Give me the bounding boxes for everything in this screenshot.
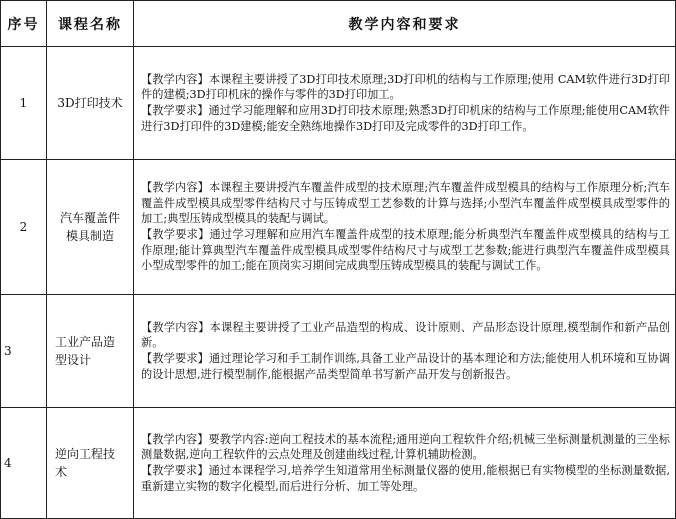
header-course-name: 课程名称 [47, 1, 134, 47]
row-content: 【教学内容】本课程主要讲授了工业产品造型的构成、设计原则、产品形态设计原理,模型制作和新产品创新。 【教学要求】通过理论学习和手工制作训练,具备工业产品设计的基本理论和方法;能使用人机环境和互协调的设计思想,进行模型制作,能根据产品类型简单书写新产品开发与创新报告。 [134, 295, 676, 408]
row-seq: 1 [1, 47, 47, 160]
row-content: 【教学内容】本课程主要讲授汽车覆盖件成型的技术原理;汽车覆盖件成型模具的结构与工作原理分析;汽车覆盖件成型模具成型零件结构尺寸与压铸成型工艺参数的计算与选择;小型汽车覆盖件成型模具成型零件的加工;典型压铸成型模具的装配与调试。 【教学要求】通过学习理解和应用汽车覆盖件成型的技术原理;能分析典型汽车覆盖件成型模具的结构与工作原理;能计算典型汽车覆盖件成型模具成型零件结构尺寸与成型工艺参数;能进行典型汽车覆盖件成型模具小型成型零件的加工;能在顶岗实习期间完成典型压铸成型模具的装配与调试工作。 [134, 160, 676, 295]
row-content: 【教学内容】本课程主要讲授了3D打印技术原理;3D打印机的结构与工作原理;使用 CAM软件进行3D打印件的建模;3D打印机床的操作与零件的3D打印加工。 【教学要求】通过学习能理解和应用3D打印技术原理;熟悉3D打印机床的结构与工作原理;能使用CAM软件进行3D打印件的3D建模;能安全熟练地操作3D打印及完成零件的3D打印工作。 [134, 47, 676, 160]
table-row [1, 47, 676, 160]
row-content: 【教学内容】要教学内容:逆向工程技术的基本流程;通用逆向工程软件介绍;机械三坐标测量机测量的三坐标测量数据,逆向工程软件的云点处理及创建曲线过程,计算机辅助检测。 【教学要求】通过本课程学习,培养学生知道常用坐标测量仪器的使用,能根据已有实物模型的坐标测量数据,重新建立实物的数字化模型,而后进行分析、加工等处理。 [134, 408, 676, 519]
row-seq: 3 [1, 295, 47, 408]
table-row [1, 408, 676, 519]
header-row [1, 1, 676, 47]
table-row [1, 295, 676, 408]
row-seq: 2 [1, 160, 47, 295]
row-seq: 4 [1, 408, 47, 519]
header-seq: 序号 [1, 1, 47, 47]
row-course-name: 3D打印技术 [47, 47, 134, 160]
table-row [1, 160, 676, 295]
row-course-name: 工业产品造型设计 [47, 295, 134, 408]
row-course-name: 汽车覆盖件模具制造 [47, 160, 134, 295]
row-course-name: 逆向工程技术 [47, 408, 134, 519]
header-content: 教学内容和要求 [134, 1, 676, 47]
